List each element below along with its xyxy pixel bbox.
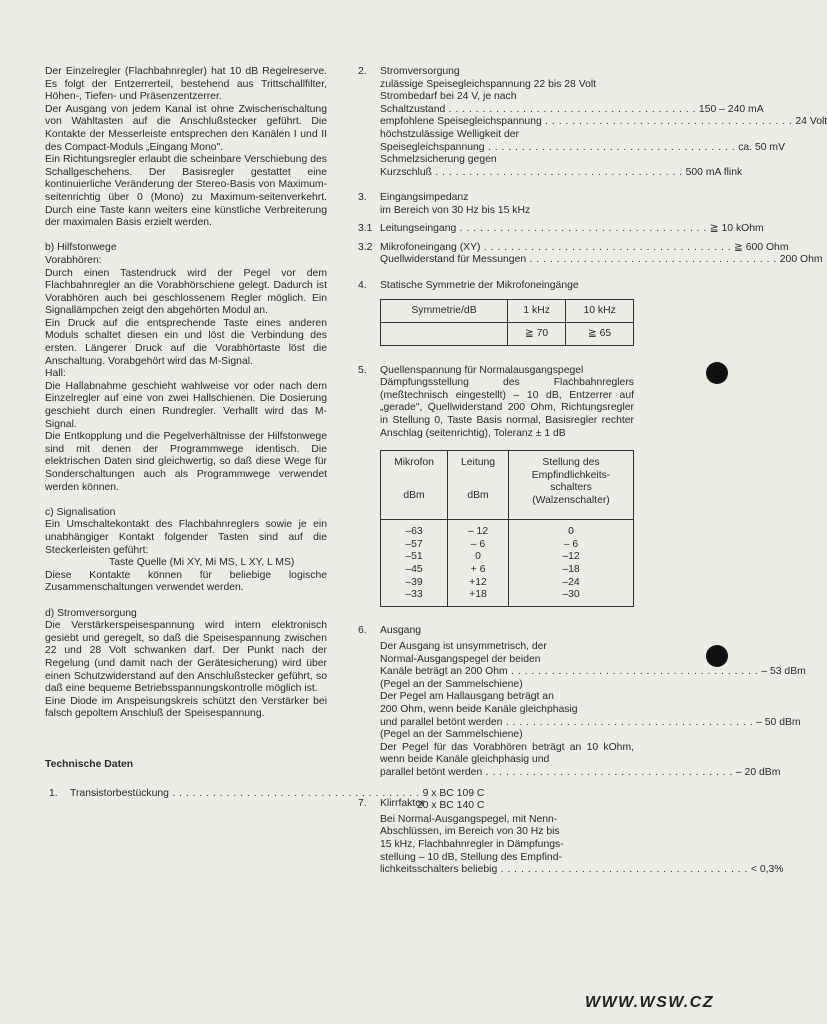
- spec-label: parallel betönt werden . . .: [380, 767, 733, 780]
- spec-klirrfaktor: [358, 798, 634, 811]
- table-cell: –33: [405, 589, 423, 601]
- table-cell: –24: [562, 576, 580, 588]
- paragraph-vorabhoeren-1: Durch einen Tastendruck wird der Pegel vor dem Flachbahnregler an die Vorabhörschiene gelegt. Dadurch ist Vorabhören auch bei geschlossenem Regler möglich. Ein Signallämpchen zeigt den abgehörten Modul an.: [45, 267, 327, 317]
- footer-url: WWW.WSW.CZ: [584, 994, 714, 1011]
- spec-line: höchstzulässige Welligkeit der: [380, 128, 519, 140]
- paragraph-einzelregler: Der Einzelregler (Flachbahnregler) hat 10 dB Regelreserve. Es folgt der Entzerrerteil, bestehend aus Trittschallfilter, Höhen-, Tiefen- und Präsenzentzerrer.: [45, 66, 327, 103]
- table-header: Symmetrie/dB: [381, 300, 508, 323]
- table-cell: –63: [405, 526, 423, 538]
- spec-title: Ausgang: [380, 625, 422, 637]
- spec-line: (Pegel an der Sammelschiene): [380, 729, 523, 741]
- label-hall: Hall:: [45, 368, 66, 380]
- spec-line: Der Pegel am Hallausgang beträgt an: [380, 691, 554, 703]
- spec-value: – 53 dBm: [758, 666, 805, 679]
- spec-value: ca. 50 mV: [735, 142, 785, 155]
- table-header: 1 kHz: [508, 300, 566, 323]
- spec-quellenspannung: [358, 365, 634, 378]
- table-cell: –39: [405, 576, 423, 588]
- quellenspannung-table: [380, 450, 634, 607]
- spec-value: 150 – 240 mA: [696, 104, 764, 117]
- table-cell: + 6: [470, 564, 486, 576]
- spec-label: Kurzschluß . . .: [380, 167, 683, 180]
- spec-line: Der Pegel für das Vorabhören beträgt an 10 kOhm, wenn beide Kanäle gleichphasig und: [380, 741, 634, 766]
- paragraph-ausgang: Der Ausgang von jedem Kanal ist ohne Zwischenschaltung von Wahltasten auf die Anschlußstecker geführt. Die Kontakte der Messerleiste entsprechen den Kanälen I und II des Compact-Moduls „Eingang Mono".: [45, 103, 327, 153]
- spec-eingangsimpedanz: [358, 192, 634, 205]
- right-column: [358, 66, 827, 877]
- table-column-stellung: [509, 520, 634, 607]
- spec-ausgang: [358, 625, 634, 638]
- heading-stromversorgung: d) Stromversorgung: [45, 607, 137, 619]
- table-column-mikrofon: [381, 520, 448, 607]
- punch-hole-bottom: [706, 645, 728, 667]
- spec-value: ≧ 600 Ohm: [731, 242, 788, 255]
- spec-label: Mikrofoneingang (XY) . . .: [380, 242, 731, 255]
- spec-line: Schmelzsicherung gegen: [380, 154, 497, 166]
- spec-value: 500 mA flink: [683, 167, 743, 180]
- spec-label: Speisegleichspannung . . .: [380, 142, 735, 155]
- table-cell: – 6: [563, 538, 579, 550]
- spec-line: 15 kHz, Flachbahnregler in Dämpfungs-: [380, 838, 564, 850]
- spec-value: 200 Ohm: [777, 254, 823, 267]
- spec-number: 4.: [358, 279, 367, 291]
- spec-label: und parallel betönt werden . . .: [380, 717, 753, 730]
- spec-label: Schaltzustand . . .: [380, 104, 696, 117]
- paragraph-kontakte: Diese Kontakte können für beliebige logische Zusammenschaltungen verwendet werden.: [45, 569, 327, 594]
- spec-number: 6.: [358, 625, 367, 637]
- spec-value: – 50 dBm: [753, 717, 800, 730]
- paragraph-diode: Eine Diode im Anspeisungskreis schützt den Verstärker bei falsch gepoltem Anschluß der Speisespannung.: [45, 695, 327, 720]
- spec-line: Abschlüssen, im Bereich von 30 Hz bis: [380, 826, 560, 838]
- heading-signalisation: c) Signalisation: [45, 506, 116, 518]
- spec-value-2: 20 x BC 140 C: [416, 800, 485, 812]
- table-cell: –30: [562, 589, 580, 601]
- table-cell: +18: [469, 589, 487, 601]
- spec-number: 7.: [358, 798, 367, 810]
- spec-paragraph: Dämpfungsstellung des Flachbahnreglers (meßtechnisch eingestellt) – 10 dB, Entzerrer auf „gerade", Quellwiderstand 200 Ohm, Richtungsregler in Stellung 0, Taste Basis normal, Basisregler rechter Anschlag (seitenrichtig), Toleranz ± 1 dB: [380, 377, 634, 439]
- spec-label: Quellwiderstand für Messungen . . .: [380, 254, 777, 267]
- spec-line: Strombedarf bei 24 V, je nach: [380, 91, 517, 103]
- spec-stromversorgung: [358, 66, 634, 79]
- spec-line: im Bereich von 30 Hz bis 15 kHz: [380, 204, 531, 216]
- table-cell: –51: [405, 551, 423, 563]
- table-cell: –12: [562, 551, 580, 563]
- heading-technische-daten: Technische Daten: [45, 758, 134, 770]
- table-cell: [381, 323, 508, 346]
- paragraph-vorabhoeren-2: Ein Druck auf die entsprechende Taste eines anderen Moduls schaltet diesen ein und löst die Verbindung des ersten. Längerer Druck auf die Vorabhörtaste löst die Anschaltung. Vorabgehört wird das M-Signal.: [45, 317, 327, 367]
- spec-label: lichkeitsschalters beliebig . . .: [380, 864, 748, 877]
- table-cell: –57: [405, 538, 423, 550]
- table-unit: dBm: [467, 489, 489, 501]
- table-header: Leitung: [460, 457, 496, 469]
- spec-number: 1.: [49, 787, 58, 799]
- table-cell: ≧ 65: [566, 323, 634, 346]
- table-header: Stellung des Empfindlichkeits-schalters (Walzenschalter): [509, 451, 634, 520]
- table-cell: –18: [562, 564, 580, 576]
- spec-line: zulässige Speisegleichspannung 22 bis 28 Volt: [380, 78, 597, 90]
- table-unit: dBm: [403, 489, 425, 501]
- heading-hilfstonwege: b) Hilfstonwege: [45, 242, 117, 254]
- paragraph-stromversorgung: Die Verstärkerspeisespannung wird intern elektronisch gesiebt und geregelt, so daß die Speisespannung zwischen 22 und 28 Volt schwanken darf. Der Punkt nach der Regelung (und damit nach der Gerätesicherung) wird über einen Schutzwiderstand auf den Anschlußstecker geführt, so daß eine bequeme Betriebsspannungskontrolle möglich ist.: [45, 620, 327, 695]
- paragraph-signalisation: Ein Umschaltekontakt des Flachbahnreglers sowie je ein unabhängiger Kontakt folgender Tasten sind auf die Steckerleisten geführt:: [45, 519, 327, 556]
- spec-value: ≧ 10 kOhm: [707, 223, 764, 236]
- spec-label: Leitungseingang . . .: [380, 223, 707, 236]
- spec-label: empfohlene Speisegleichspannung . . .: [380, 116, 792, 129]
- table-cell: 0: [475, 551, 481, 563]
- spec-number: 5.: [358, 364, 367, 376]
- table-column-leitung: [448, 520, 509, 607]
- table-cell: 0: [568, 526, 574, 538]
- table-cell: –45: [405, 564, 423, 576]
- table-header: Mikrofon: [394, 457, 434, 469]
- spec-line: 200 Ohm, wenn beide Kanäle gleichphasig: [380, 703, 578, 715]
- spec-number: 3.1: [358, 223, 373, 235]
- spec-number: 3.: [358, 191, 367, 203]
- spec-number: 3.2: [358, 241, 373, 253]
- spec-line: Bei Normal-Ausgangspegel, mit Nenn-: [380, 813, 558, 825]
- spec-symmetrie: [358, 280, 634, 293]
- table-cell: – 12: [467, 526, 489, 538]
- spec-title: Quellenspannung für Normalausgangspegel: [380, 364, 584, 376]
- spec-line: Der Ausgang ist unsymmetrisch, der: [380, 641, 547, 652]
- table-cell: – 6: [470, 538, 486, 550]
- spec-title: Klirrfaktor: [380, 798, 425, 810]
- spec-title: Eingangsimpedanz: [380, 191, 469, 203]
- spec-value: < 0,3%: [748, 864, 784, 877]
- spec-title: Stromversorgung: [380, 66, 460, 77]
- paragraph-richtungsregler: Ein Richtungsregler erlaubt die scheinbare Verschiebung des Schallgeschehens. Der Basisregler gestattet eine kontinuierliche Veränderung der Stereo-Basis von Maximum-seitenrichtig über 0 (Mono) zu Maximum-seitenverkehrt. Durch eine Taste kann weiters eine künstliche Verbreiterung der maximalen Basis erzielt werden.: [45, 154, 327, 229]
- table-cell: +12: [469, 576, 487, 588]
- spec-line: stellung – 10 dB, Stellung des Empfind-: [380, 851, 562, 863]
- spec-label: Kanäle beträgt an 200 Ohm . . .: [380, 666, 758, 679]
- paragraph-hall: Die Hallabnahme geschieht wahlweise vor oder nach dem Einzelregler auf eine von zwei Hallschienen. Die Dosierung geschieht durch einen Rundregler. Verhallt wird das M-Signal.: [45, 380, 327, 430]
- spec-value: 9 x BC 109 C: [420, 788, 485, 801]
- spec-line: (Pegel an der Sammelschiene): [380, 678, 523, 690]
- spec-value: 24 Volt: [792, 116, 827, 129]
- table-header: 10 kHz: [566, 300, 634, 323]
- spec-value: – 20 dBm: [733, 767, 780, 780]
- table-cell: ≧ 70: [508, 323, 566, 346]
- spec-label: Transistorbestückung . . .: [70, 788, 420, 801]
- spec-number: 2.: [358, 66, 367, 77]
- punch-hole-top: [706, 362, 728, 384]
- spec-line: Normal-Ausgangspegel der beiden: [380, 653, 541, 665]
- symmetrie-table: [380, 299, 634, 346]
- spec-title: Statische Symmetrie der Mikrofoneingänge: [380, 279, 579, 291]
- paragraph-entkopplung: Die Entkopplung und die Pegelverhältnisse der Hilfstonwege sind mit denen der Programmwege identisch. Die elektrischen Daten sind gleichwertig, so daß diese Wege für Sonderschaltungen auch als Programmwege verwendet werden können.: [45, 431, 327, 493]
- label-vorabhoeren: Vorabhören:: [45, 254, 102, 266]
- taste-quelle-line: Taste Quelle (Mi XY, Mi MS, L XY, L MS): [109, 557, 295, 569]
